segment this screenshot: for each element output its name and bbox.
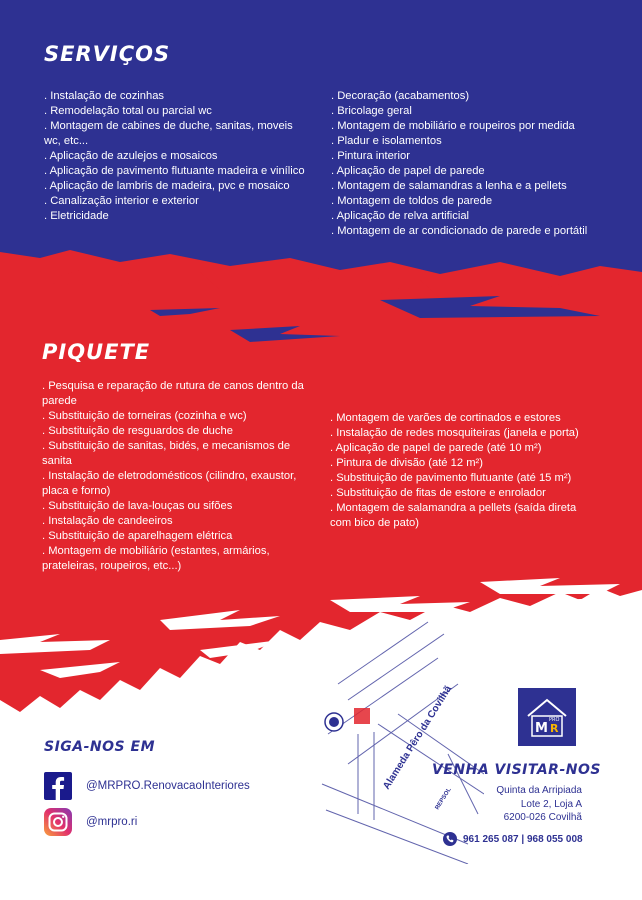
piquete-list-right <box>330 411 592 531</box>
list-item: . Aplicação de papel de parede <box>331 165 485 177</box>
list-item: . Canalização interior e exterior <box>44 195 199 207</box>
location-map <box>318 614 484 864</box>
list-item: . Instalação de redes mosquiteiras (janela e porta) <box>330 427 579 439</box>
list-item: . Pladur e isolamentos <box>331 135 442 147</box>
list-item: . Substituição de aparelhagem elétrica <box>42 530 233 542</box>
logo-text-pro: PRO <box>549 717 560 723</box>
visit-title: VENHA VISITAR-NOS <box>432 762 601 778</box>
piquete-title: PIQUETE <box>42 340 151 364</box>
servicos-list-right <box>331 89 606 239</box>
facebook-icon[interactable] <box>44 772 72 800</box>
list-item: . Montagem de mobiliário e roupeiros por medida <box>331 120 575 132</box>
list-item: . Instalação de candeeiros <box>42 515 173 527</box>
list-item: . Aplicação de papel de parede (até 10 m²) <box>330 442 542 454</box>
list-item: . Montagem de mobiliário (estantes, armários, prateleiras, roupeiros, etc...) <box>42 545 270 572</box>
list-item: . Montagem de varões de cortinados e estores <box>330 412 561 424</box>
list-item: . Aplicação de azulejos e mosaicos <box>44 150 218 162</box>
list-item: . Bricolage geral <box>331 105 412 117</box>
list-item: . Substituição de pavimento flutuante (até 15 m²) <box>330 472 572 484</box>
mrpro-logo <box>518 688 576 746</box>
list-item: . Remodelação total ou parcial wc <box>44 105 212 117</box>
address-line: Lote 2, Loja A <box>520 798 582 810</box>
list-item: . Substituição de sanitas, bidés, e mecanismos de sanita <box>42 440 291 467</box>
servicos-title: SERVIÇOS <box>44 42 171 66</box>
address-block <box>496 784 582 825</box>
list-item: . Montagem de toldos de parede <box>331 195 493 207</box>
list-item: . Substituição de resguardos de duche <box>42 425 233 437</box>
list-item: . Aplicação de pavimento flutuante madeira e vinílico <box>44 165 305 177</box>
instagram-handle[interactable]: @mrpro.ri <box>86 816 138 828</box>
logo-letter-r: R <box>550 722 559 735</box>
phone-numbers[interactable]: 961 265 087 | 968 055 008 <box>463 833 583 845</box>
servicos-list-left <box>44 89 306 224</box>
list-item: . Montagem de salamandras a lenha e a pellets <box>331 180 567 192</box>
list-item: . Eletricidade <box>44 210 109 222</box>
map-poi-label: REPSOL <box>434 786 453 812</box>
map-street-label: Alameda Pêro da Covilhã <box>381 683 455 792</box>
list-item: . Pesquisa e reparação de rutura de canos dentro da parede <box>42 380 304 407</box>
list-item: . Montagem de ar condicionado de parede e portátil <box>331 225 588 237</box>
piquete-list-left <box>42 379 310 574</box>
facebook-row[interactable] <box>44 772 250 800</box>
list-item: . Instalação de eletrodomésticos (cilindro, exaustor, placa e forno) <box>42 470 297 497</box>
phone-row[interactable] <box>443 832 583 846</box>
facebook-handle[interactable]: @MRPRO.RenovacaoInteriores <box>86 780 250 792</box>
address-line: Quinta da Arripiada <box>496 785 582 796</box>
list-item: . Substituição de lava-louças ou sifões <box>42 500 233 512</box>
list-item: . Decoração (acabamentos) <box>331 90 470 102</box>
list-item: . Substituição de fitas de estore e enrolador <box>330 487 546 499</box>
logo-icon <box>518 688 576 746</box>
list-item: . Instalação de cozinhas <box>44 90 165 102</box>
list-item: . Montagem de cabines de duche, sanitas, moveis wc, etc... <box>44 120 293 147</box>
logo-letter-m: M <box>535 721 548 736</box>
list-item: . Substituição de torneiras (cozinha e wc) <box>42 410 247 422</box>
list-item: . Aplicação de relva artificial <box>331 210 470 222</box>
list-item: . Aplicação de lambris de madeira, pvc e mosaico <box>44 180 290 192</box>
phone-icon <box>443 832 457 846</box>
instagram-row[interactable] <box>44 808 137 836</box>
address-line: 6200-026 Covilhã <box>503 812 582 823</box>
social-title: SIGA-NOS EM <box>44 739 155 755</box>
list-item: . Montagem de salamandra a pellets (saída direta com bico de pato) <box>330 502 577 529</box>
list-item: . Pintura de divisão (até 12 m²) <box>330 457 483 469</box>
instagram-icon[interactable] <box>44 808 72 836</box>
list-item: . Pintura interior <box>331 150 410 162</box>
